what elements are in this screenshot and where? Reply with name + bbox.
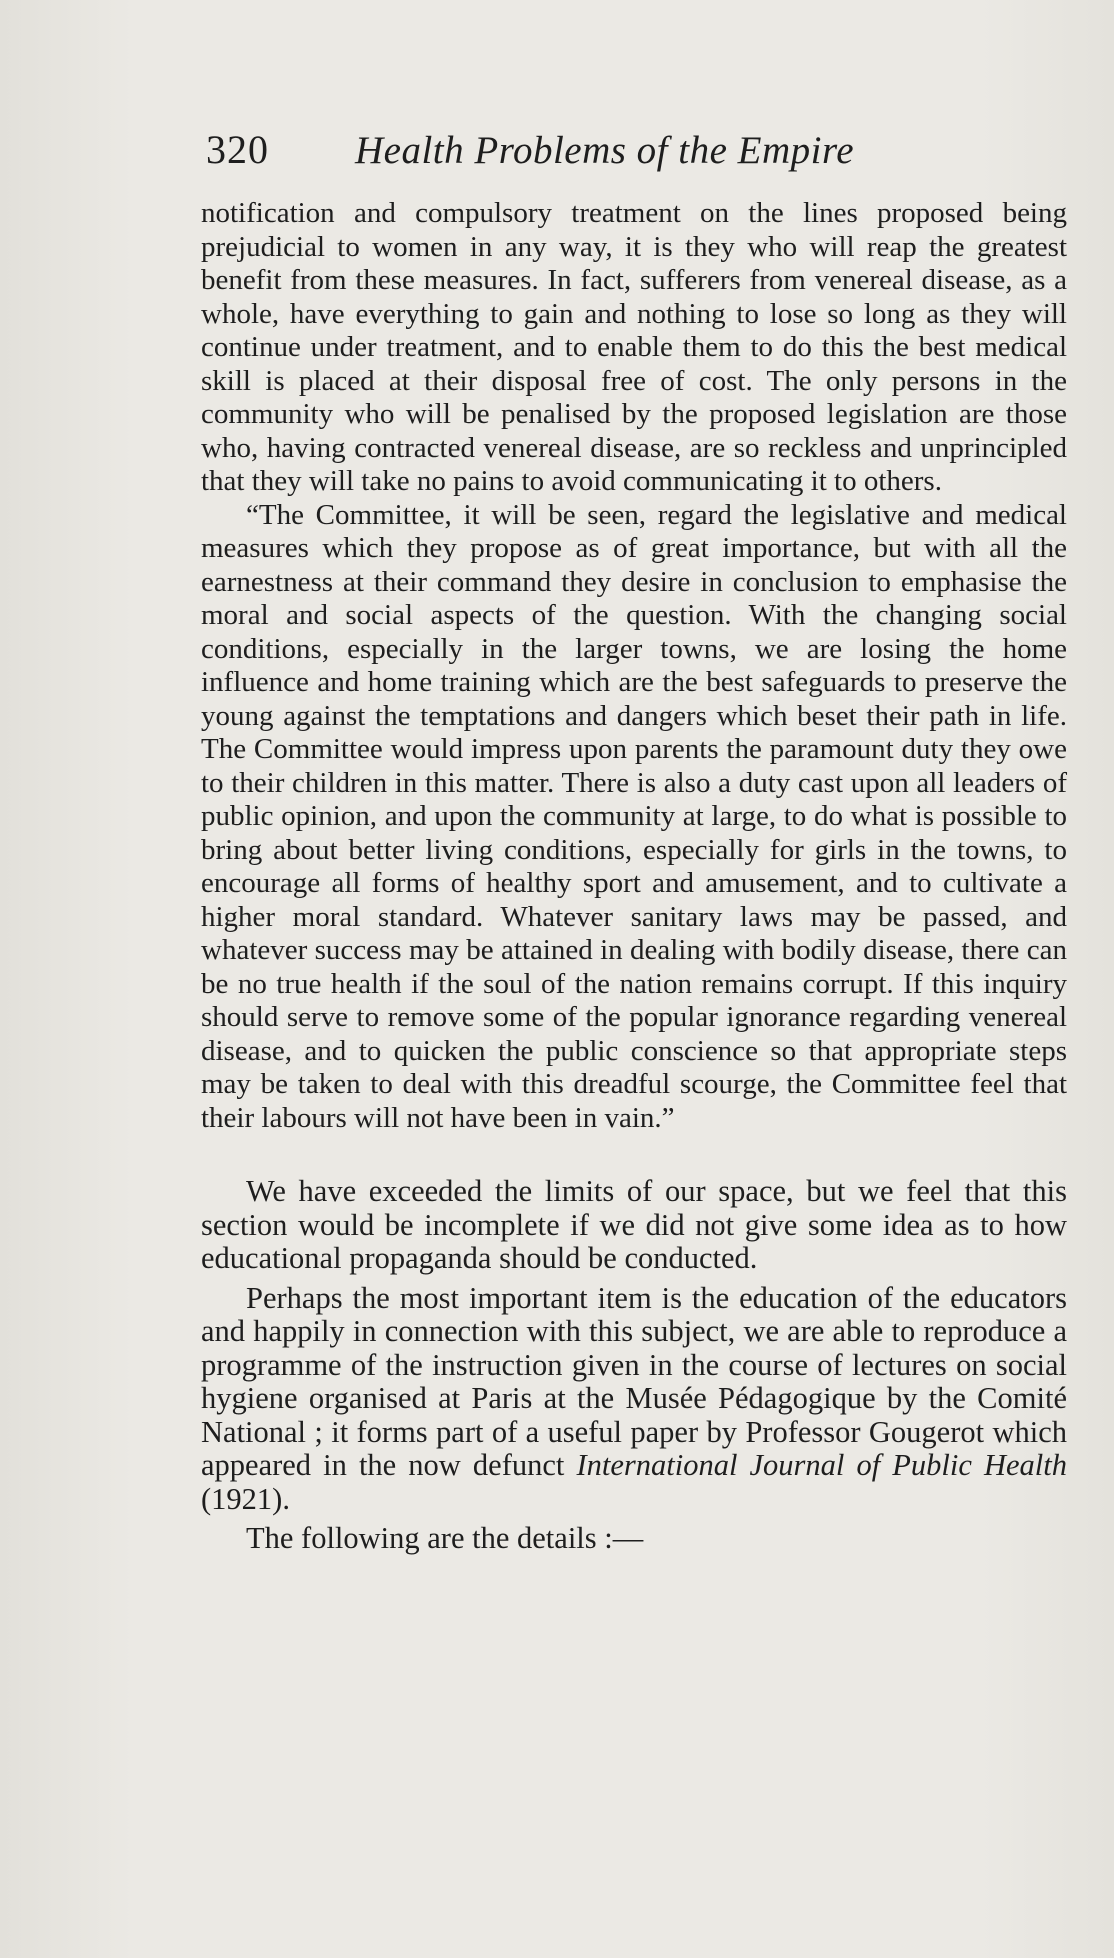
paragraph-education-text: Perhaps the most important item is the education of the educators and happily in connection with this subject, we are able to reproduce a programme of the instruction given in the course of lectures on social hygiene organised at Paris at the Musée Pédagogique by the Comité National ; it forms part of a useful paper by Professor Gougerot which appeared in the now defunct [201, 1280, 1067, 1482]
paragraph-committee-quote: “The Committee, it will be seen, regard the legislative and medical measures which they propose as of great importance, but with all the earnestness at their command they desire in conclusion to emphasise the moral and social aspects of the question. With the changing social conditions, especially in the larger towns, we are losing the home influence and home training which are the best safeguards to preserve the young against the temptations and dangers which beset their path in life. The Committee would impress upon parents the paramount duty they owe to their children in this matter. There is also a duty cast upon all leaders of public opinion, and upon the community at large, to do what is possible to bring about better living conditions, especially for girls in the towns, to encourage all forms of healthy sport and amusement, and to cultivate a higher moral standard. Whatever sanitary laws may be passed, and whatever success may be attained in dealing with bodily disease, there can be no true health if the soul of the nation remains corrupt. If this inquiry should serve to remove some of the popular ignorance regarding venereal disease, and to quicken the public conscience so that appropriate steps may be taken to deal with this dreadful scourge, the Committee feel that their labours will not have been in vain.” [201, 498, 1067, 1134]
journal-title: International Journal of Public Health [576, 1448, 1067, 1482]
paragraph-space-limits: We have exceeded the limits of our space, but we feel that this section would be incomplete if we did not give some idea as to how educational propaganda should be conducted. [201, 1174, 1067, 1275]
paragraph-details-intro: The following are the details :— [246, 1521, 644, 1555]
body-text [201, 197, 1067, 1556]
running-head [206, 126, 1026, 186]
running-title: Health Problems of the Empire [355, 129, 855, 172]
paragraph-education-year: (1921). [201, 1481, 290, 1516]
page-number: 320 [206, 127, 269, 172]
paragraph-continued: notification and compulsory treatment on the lines proposed being prejudicial to women in any way, it is they who will reap the greatest benefit from these measures. In fact, sufferers from venereal disease, as a whole, have everything to gain and nothing to lose so long as they will continue under treatment, and to enable them to do this the best medical skill is placed at their disposal free of cost. The only persons in the community who will be penalised by the proposed legislation are those who, having contracted venereal disease, are so reckless and unprincipled that they will take no pains to avoid communicating it to others. [201, 197, 1067, 497]
paragraph-education [201, 1282, 1067, 1517]
